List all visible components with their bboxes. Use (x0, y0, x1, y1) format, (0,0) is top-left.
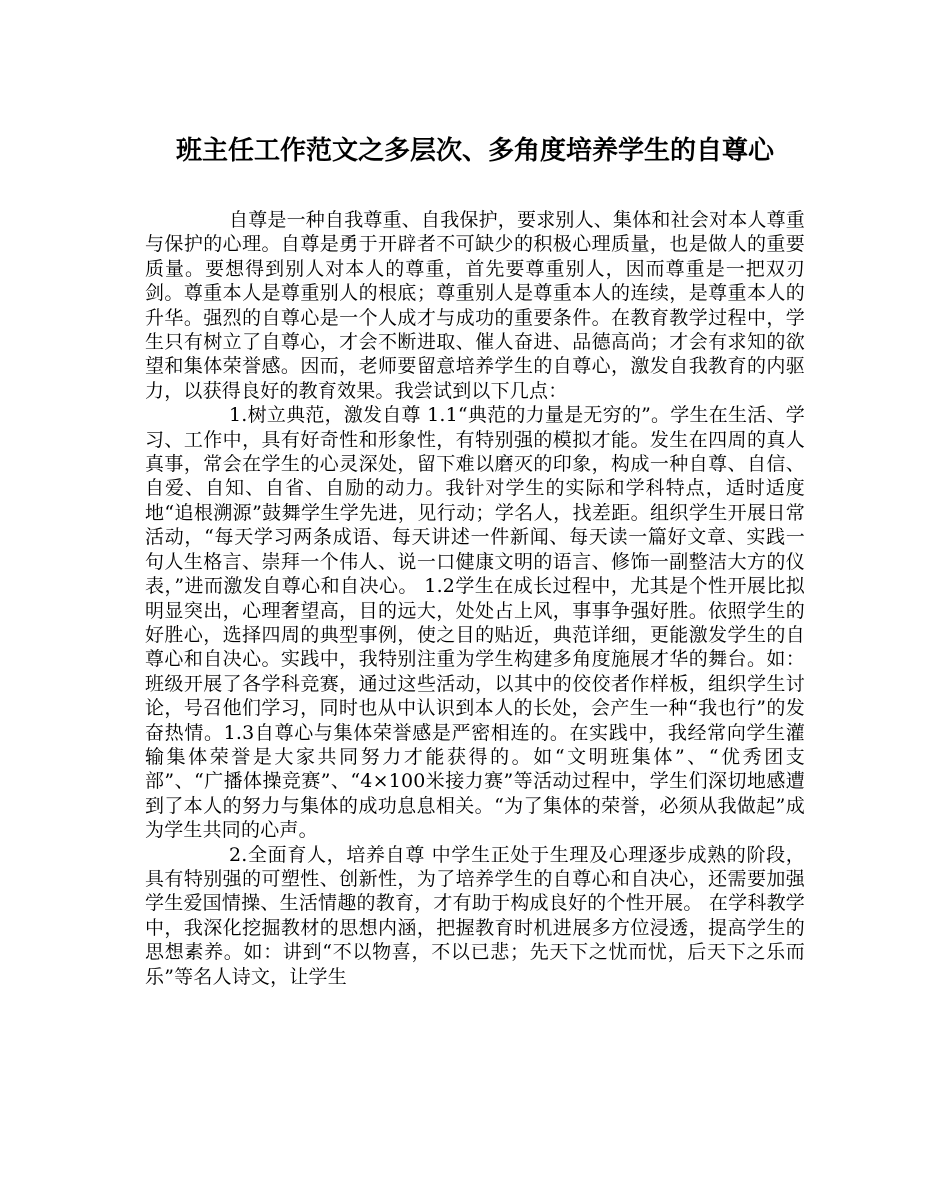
paragraph-section-2: 2.全面育人，培养自尊 中学生正处于生理及心理逐步成熟的阶段，具有特别强的可塑性、创新性，为了培养学生的自尊心和自决心，还需要加强学生爱国情操、生活情趣的教育，才有助于构成良好的个性开展。 在学科教学中，我深化挖掘教材的思想内涵，把握教育时机进展多方位浸透，提高学生的思想素养。如：讲到“不以物喜，不以已悲；先天下之忧而忧，后天下之乐而乐”等名人诗文，让学生 (145, 843, 805, 988)
paragraph-intro: 自尊是一种自我尊重、自我保护，要求别人、集体和社会对本人尊重与保护的心理。自尊是勇于开辟者不可缺少的积极心理质量，也是做人的重要质量。要想得到别人对本人的尊重，首先要尊重别人，因而尊重是一把双刃剑。尊重本人是尊重别人的根底；尊重别人是尊重本人的连续，是尊重本人的升华。强烈的自尊心是一个人成才与成功的重要条件。在教育教学过程中，学生只有树立了自尊心，才会不断进取、催人奋进、品德高尚；才会有求知的欲望和集体荣誉感。因而，老师要留意培养学生的自尊心，激发自我教育的内驱力，以获得良好的教育效果。我尝试到以下几点： (145, 209, 806, 402)
document-body (145, 208, 805, 989)
document-title: 班主任工作范文之多层次、多角度培养学生的自尊心 (175, 136, 774, 166)
paragraph-section-1: 1.树立典范，激发自尊 1.1“典范的力量是无穷的”。学生在生活、学习、工作中，具有好奇性和形象性，有特别强的模拟才能。发生在四周的真人真事，常会在学生的心灵深处，留下难以磨灭的印象，构成一种自尊、自信、自爱、自知、自省、自励的动力。我针对学生的实际和学科特点，适时适度地“追根溯源”鼓舞学生学先进，见行动；学名人，找差距。组织学生开展日常活动，“每天学习两条成语、每天讲述一件新闻、每天读一篇好文章、实践一句人生格言、崇拜一个伟人、说一口健康文明的语言、修饰一副整洁大方的仪表，”进而激发自尊心和自决心。 1.2学生在成长过程中，尤其是个性开展比拟明显突出，心理奢望高，目的远大，处处占上风，事事争强好胜。依照学生的好胜心，选择四周的典型事例，使之目的贴近，典范详细，更能激发学生的自尊心和自决心。实践中，我特别注重为学生构建多角度施展才华的舞台。如：班级开展了各学科竞赛，通过这些活动，以其中的佼佼者作样板，组织学生讨论，号召他们学习，同时也从中认识到本人的长处，会产生一种“我也行”的发奋热情。1.3自尊心与集体荣誉感是严密相连的。在实践中，我经常向学生灌输集体荣誉是大家共同努力才能获得的。如“文明班集体”、“优秀团支部”、“广播体操竞赛”、“4×100米接力赛”等活动过程中，学生们深切地感遭到了本人的努力与集体的成功息息相关。“为了集体的荣誉，必须从我做起”成为学生共同的心声。 (145, 404, 805, 842)
